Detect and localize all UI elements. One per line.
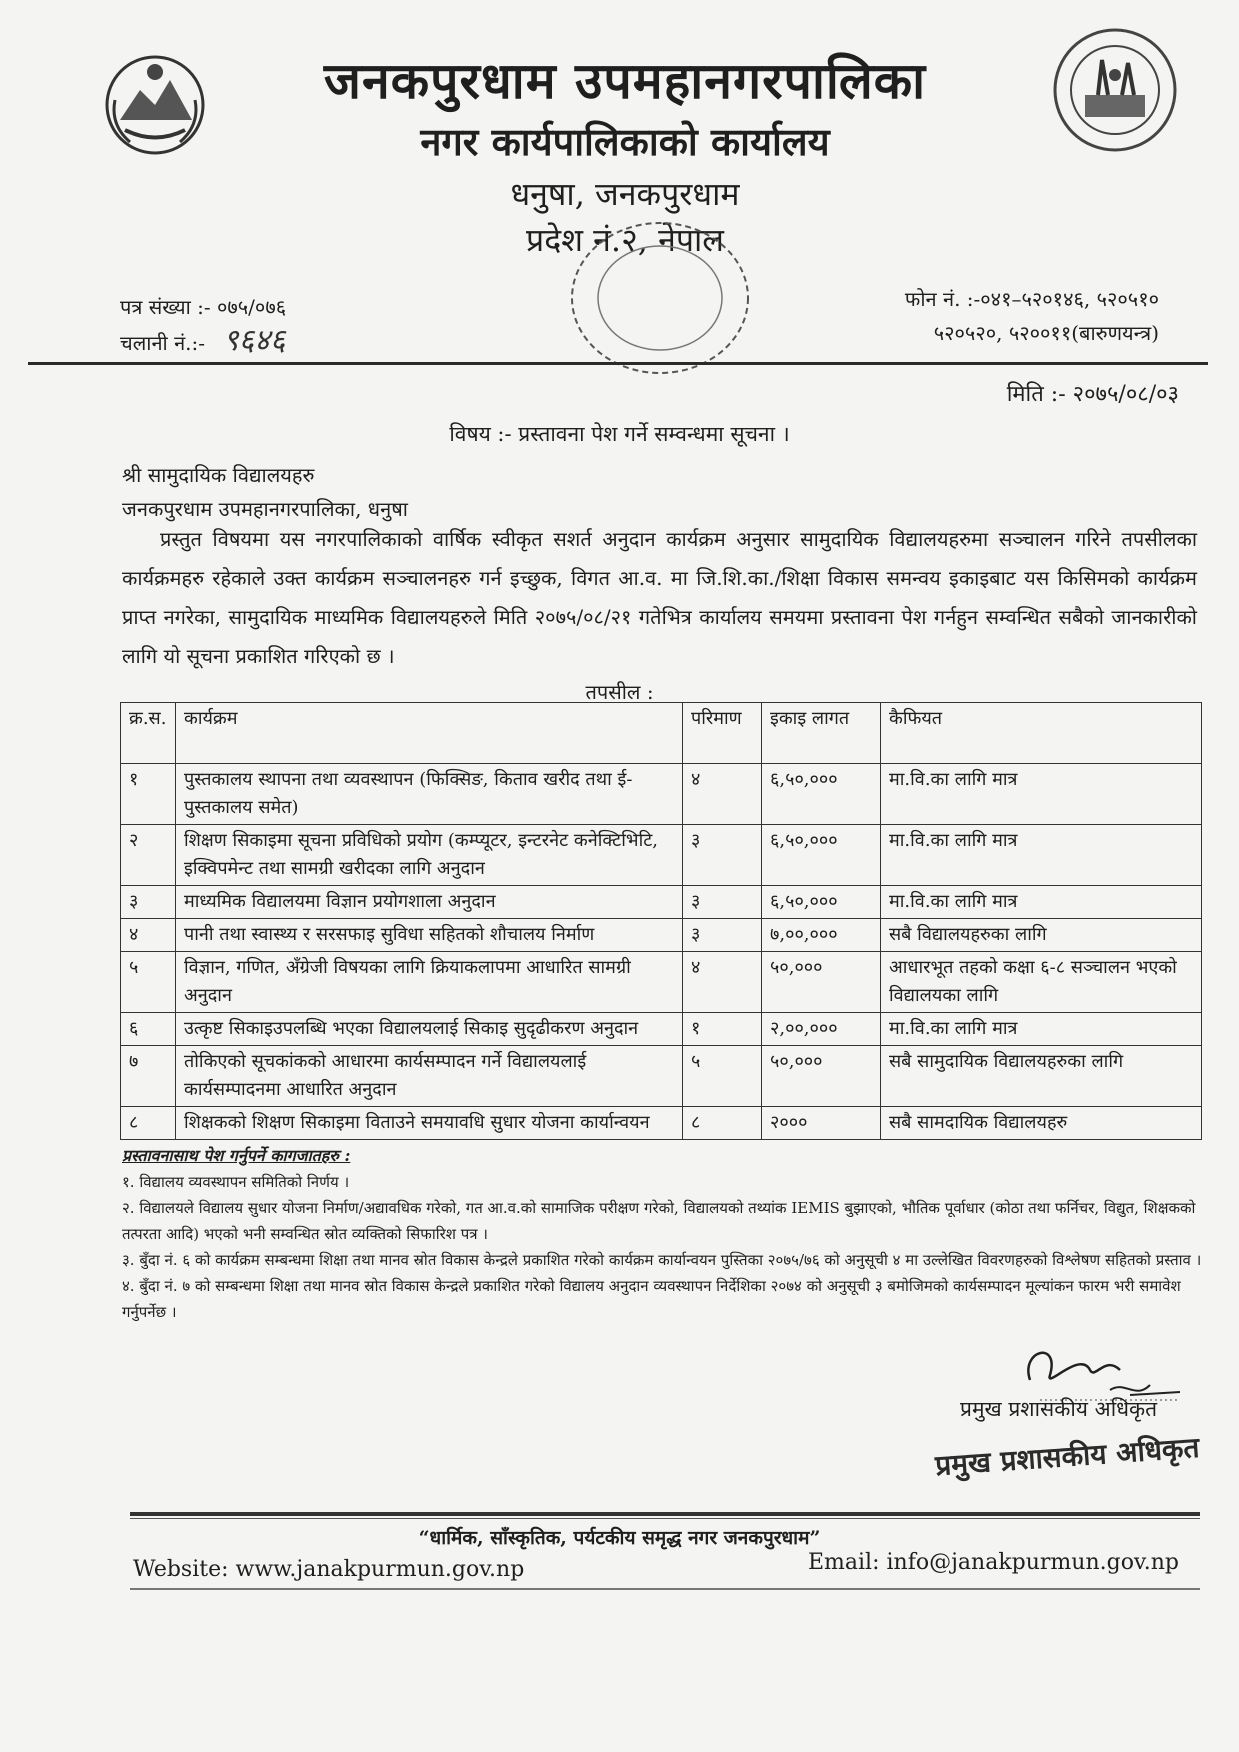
cell-remarks: सबै सामदायिक विद्यालयहरु — [881, 1107, 1202, 1140]
subject-line: विषय :- प्रस्तावना पेश गर्ने सम्वन्धमा सूचना । — [449, 422, 790, 446]
footer-divider-thin — [130, 1518, 1200, 1519]
notice-date — [1007, 378, 1179, 408]
footer-slogan: “धार्मिक, साँस्कृतिक, पर्यटकीय समृद्ध नगर जनकपुरधाम” — [418, 1527, 821, 1549]
date-value: २०७५/०८/०३ — [1072, 382, 1179, 407]
cell-unit-cost: ६,५०,००० — [762, 825, 881, 886]
municipality-seal-icon — [1050, 25, 1180, 155]
document-item: ४. बुँदा नं. ७ को सम्बन्धमा शिक्षा तथा मानव स्रोत विकास केन्द्रले प्रकाशित गरेको विद्यालय अनुदान व्यवस्थापन निर्देशिका २०७४ को अनुसूची ३ बमोजिमको कार्यसम्पादन मूल्यांकन फारम भरी समावेश गर्नुपर्नेछ । — [122, 1277, 1181, 1321]
cell-quantity: ५ — [683, 1046, 762, 1107]
header-divider — [28, 362, 1208, 365]
table-row — [121, 1013, 1202, 1046]
tapsil-heading: तपसील : — [585, 680, 654, 704]
cell-program: शिक्षकको शिक्षण सिकाइमा विताउने समयावधि सुधार योजना कार्यान्वयन — [176, 1107, 683, 1140]
cell-unit-cost: २,००,००० — [762, 1013, 881, 1046]
cell-quantity: ३ — [683, 886, 762, 919]
cell-sn: ६ — [121, 1013, 176, 1046]
cell-sn: ३ — [121, 886, 176, 919]
table-row — [121, 1046, 1202, 1107]
cell-sn: ७ — [121, 1046, 176, 1107]
cell-unit-cost: २००० — [762, 1107, 881, 1140]
documents-heading: प्रस्तावनासाथ पेश गर्नुपर्ने कागजातहरु : — [122, 1146, 351, 1165]
col-remarks: कैफियत — [881, 703, 1202, 764]
office-title: नगर कार्यपालिकाको कार्यालय — [420, 119, 830, 164]
col-sn: क्र.स. — [121, 703, 176, 764]
cell-unit-cost: ६,५०,००० — [762, 764, 881, 825]
notice-body: प्रस्तुत विषयमा यस नगरपालिकाको वार्षिक स्वीकृत सशर्त अनुदान कार्यक्रम अनुसार सामुदायिक विद्यालयहरुमा सञ्चालन गरिने तपसीलका कार्यक्रमहरु रहेकाले उक्त कार्यक्रम सञ्चालनहरु गर्न इच्छुक, विगत आ.व. मा जि.शि.का./शिक्षा विकास समन्वय इकाइबाट यस किसिमको कार्यक्रम प्राप्त नगरेका, सामुदायिक माध्यमिक विद्यालयहरुले मिति २०७५/०८/२१ गतेभित्र कार्यालय समयमा प्रस्तावना पेश गर्नहुन सम्वन्धित सबैको जानकारीको लागि यो सूचना प्रकाशित गरिएको छ । — [122, 527, 1197, 668]
table-row — [121, 886, 1202, 919]
footer-website: Website: www.janakpurmun.gov.np — [133, 1557, 525, 1582]
footer-email: Email: info@janakpurmun.gov.np — [807, 1550, 1179, 1575]
col-program: कार्यक्रम — [176, 703, 683, 764]
cell-unit-cost: ५०,००० — [762, 952, 881, 1013]
cell-remarks: सबै सामुदायिक विद्यालयहरुका लागि — [881, 1046, 1202, 1107]
signatory-stamp: प्रमुख प्रशासकीय अधिकृत — [934, 1430, 1201, 1483]
cell-sn: १ — [121, 764, 176, 825]
table-row — [121, 919, 1202, 952]
addressee — [122, 458, 408, 526]
cell-quantity: ३ — [683, 825, 762, 886]
signatory-title: प्रमुख प्रशासकीय अधिकृत — [960, 1397, 1158, 1421]
table-row — [121, 825, 1202, 886]
col-unit-cost: इकाइ लागत — [762, 703, 881, 764]
cell-quantity: ८ — [683, 1107, 762, 1140]
cell-remarks: मा.वि.का लागि मात्र — [881, 764, 1202, 825]
addressee-line1: श्री सामुदायिक विद्यालयहरु — [122, 463, 315, 487]
cell-program: पुस्तकालय स्थापना तथा व्यवस्थापन (फिक्सिङ, किताव खरीद तथा ई-पुस्तकालय समेत) — [176, 764, 683, 825]
col-quantity: परिमाण — [683, 703, 762, 764]
cell-quantity: ४ — [683, 764, 762, 825]
program-table — [120, 702, 1202, 1140]
letter-meta — [120, 290, 286, 360]
cell-program: माध्यमिक विद्यालयमा विज्ञान प्रयोगशाला अनुदान — [176, 886, 683, 919]
cell-remarks: मा.वि.का लागि मात्र — [881, 886, 1202, 919]
cell-remarks: सबै विद्यालयहरुका लागि — [881, 919, 1202, 952]
cell-program: शिक्षण सिकाइमा सूचना प्रविधिको प्रयोग (कम्प्यूटर, इन्टरनेट कनेक्टिभिटि, इक्विपमेन्ट तथा सामग्री खरीदका लागि अनुदान — [176, 825, 683, 886]
required-documents — [122, 1143, 1202, 1325]
cell-remarks: आधारभूत तहको कक्षा ६-८ सञ्चालन भएको विद्यालयका लागि — [881, 952, 1202, 1013]
cell-program: विज्ञान, गणित, अँग्रेजी विषयका लागि क्रियाकलापमा आधारित सामग्री अनुदान — [176, 952, 683, 1013]
footer-bottom-rule — [130, 1588, 1200, 1590]
cell-remarks: मा.वि.का लागि मात्र — [881, 825, 1202, 886]
document-item: ३. बुँदा नं. ६ को कार्यक्रम सम्बन्धमा शिक्षा तथा मानव स्रोत विकास केन्द्रले प्रकाशित गरेको कार्यक्रम कार्यान्वयन पुस्तिका २०७५/७६ को अनुसूची ४ मा उल्लेखित विवरणहरुको विश्लेषण सहितको प्रस्ताव । — [122, 1251, 1202, 1269]
document-item: १. विद्यालय व्यवस्थापन समितिको निर्णय । — [122, 1173, 350, 1191]
district-line: धनुषा, जनकपुरधाम — [510, 175, 740, 213]
municipality-title: जनकपुरधाम उपमहानगरपालिका — [323, 51, 927, 110]
table-header-row — [121, 703, 1202, 764]
footer-divider — [130, 1512, 1200, 1516]
cell-sn: २ — [121, 825, 176, 886]
cell-sn: ८ — [121, 1107, 176, 1140]
cell-program: उत्कृष्ट सिकाइउपलब्धि भएका विद्यालयलाई सिकाइ सुदृढीकरण अनुदान — [176, 1013, 683, 1046]
table-row — [121, 764, 1202, 825]
cell-quantity: ४ — [683, 952, 762, 1013]
cell-unit-cost: ५०,००० — [762, 1046, 881, 1107]
cell-program: पानी तथा स्वास्थ्य र सरसफाइ सुविधा सहितको शौचालय निर्माण — [176, 919, 683, 952]
province-line: प्रदेश नं.२, नेपाल — [526, 221, 724, 259]
letter-no: ०७५/०७६ — [216, 295, 287, 319]
phone-label: फोन नं. :- — [904, 287, 981, 311]
addressee-line2: जनकपुरधाम उपमहानगरपालिका, धनुषा — [122, 497, 408, 521]
cell-quantity: १ — [683, 1013, 762, 1046]
phone-meta — [905, 282, 1159, 350]
cell-unit-cost: ७,००,००० — [762, 919, 881, 952]
cell-remarks: मा.वि.का लागि मात्र — [881, 1013, 1202, 1046]
dispatch-label: चलानी नं.:- — [120, 331, 206, 355]
phone-line1: ०४१–५२०१४६, ५२०५१० — [980, 287, 1159, 311]
date-label: मिति :- — [1006, 382, 1066, 407]
cell-sn: ५ — [121, 952, 176, 1013]
letter-no-label: पत्र संख्या :- — [120, 295, 211, 319]
phone-line2: ५२०५२०, ५२००११(बारुणयन्त्र) — [933, 321, 1159, 345]
table-row — [121, 952, 1202, 1013]
cell-sn: ४ — [121, 919, 176, 952]
document-item: २. विद्यालयले विद्यालय सुधार योजना निर्माण/अद्यावधिक गरेको, गत आ.व.को सामाजिक परीक्षण गरेको, विद्यालयको तथ्यांक IEMIS बुझाएको, भौतिक पूर्वाधार (कोठा तथा फर्निचर, विद्युत, शिक्षकको तत्परता आदि) भएको भनी सम्वन्धित स्रोत व्यक्तिको सिफारिश पत्र । — [122, 1199, 1196, 1243]
dispatch-no: ९६४६ — [223, 323, 286, 358]
nepal-emblem-icon — [100, 50, 210, 160]
cell-unit-cost: ६,५०,००० — [762, 886, 881, 919]
cell-quantity: ३ — [683, 919, 762, 952]
cell-program: तोकिएको सूचकांकको आधारमा कार्यसम्पादन गर्ने विद्यालयलाई कार्यसम्पादनमा आधारित अनुदान — [176, 1046, 683, 1107]
table-row — [121, 1107, 1202, 1140]
